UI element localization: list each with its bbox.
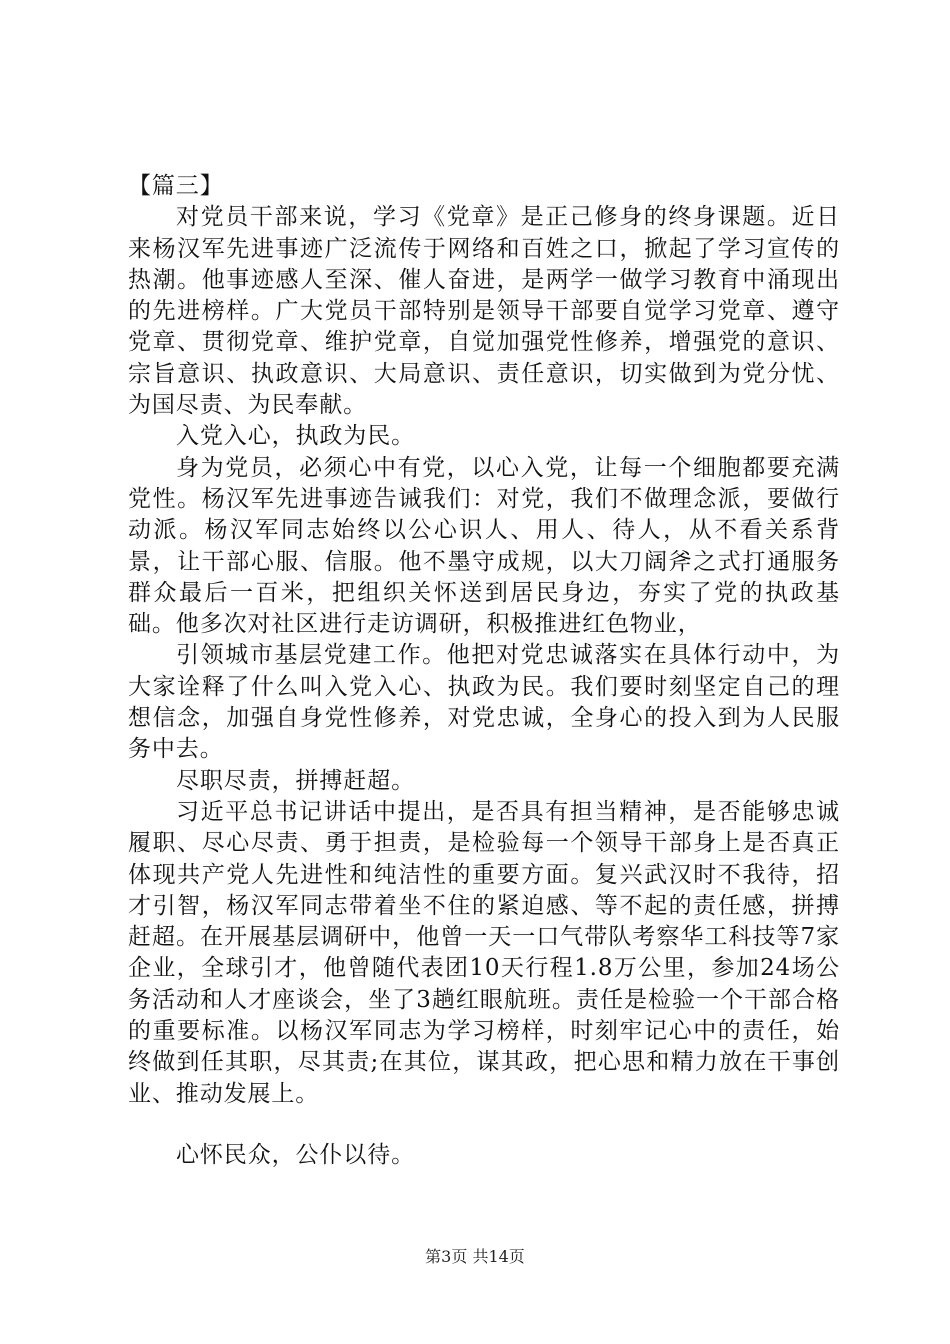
page-footer: 第3页 共14页 bbox=[425, 1247, 525, 1266]
document-body bbox=[128, 171, 840, 1171]
subheading-responsibility: 尽职尽责，拼搏赶超。 bbox=[176, 767, 415, 794]
paragraph-intro: 对党员干部来说，学习《党章》是正己修身的终身课题。近日来杨汉军先进事迹广泛流传于网络和百姓之口，掀起了学习宣传的热潮。他事迹感人至深、催人奋进，是两学一做学习教育中涌现出的先进榜样。广大党员干部特别是领导干部要自觉学习党章、遵守党章、贯彻党章、维护党章，自觉加强党性修养，增强党的意识、宗旨意识、执政意识、大局意识、责任意识，切实做到为党分忧、为国尽责、为民奉献。 bbox=[128, 204, 840, 419]
section-title: 【篇三】 bbox=[128, 173, 224, 199]
paragraph-responsibility: 习近平总书记讲话中提出，是否具有担当精神，是否能够忠诚履职、尽心尽责、勇于担责，是检验每一个领导干部身上是否真正体现共产党人先进性和纯洁性的重要方面。复兴武汉时不我待，招才引智，杨汉军同志带着坐不住的紧迫感、等不起的责任感，拼搏赶超。在开展基层调研中，他曾一天一口气带队考察华工科技等7家企业，全球引才，他曾随代表团10天行程1.8万公里，参加24场公务活动和人才座谈会，坐了3趟红眼航班。责任是检验一个干部合格的重要标准。以杨汉军同志为学习榜样，时刻牢记心中的责任，始终做到任其职，尽其责;在其位，谋其政，把心思和精力放在干事创业、推动发展上。 bbox=[128, 798, 840, 1107]
subheading-serve-people: 心怀民众，公仆以待。 bbox=[176, 1141, 415, 1168]
paragraph-party-spirit: 身为党员，必须心中有党，以心入党，让每一个细胞都要充满党性。杨汉军先进事迹告诫我们：对党，我们不做理念派，要做行动派。杨汉军同志始终以公心识人、用人、待人，从不看关系背景，让干部心服、信服。他不墨守成规，以大刀阔斧之式打通服务群众最后一百米，把组织关怀送到居民身边，夯实了党的执政基础。他多次对社区进行走访调研，积极推进红色物业， bbox=[128, 454, 840, 638]
subheading-join-party: 入党入心，执政为民。 bbox=[176, 423, 415, 450]
paragraph-grassroots: 引领城市基层党建工作。他把对党忠诚落实在具体行动中，为大家诠释了什么叫入党入心、执政为民。我们要时刻坚定自己的理想信念，加强自身党性修养，对党忠诚，全身心的投入到为人民服务中去。 bbox=[128, 642, 840, 763]
